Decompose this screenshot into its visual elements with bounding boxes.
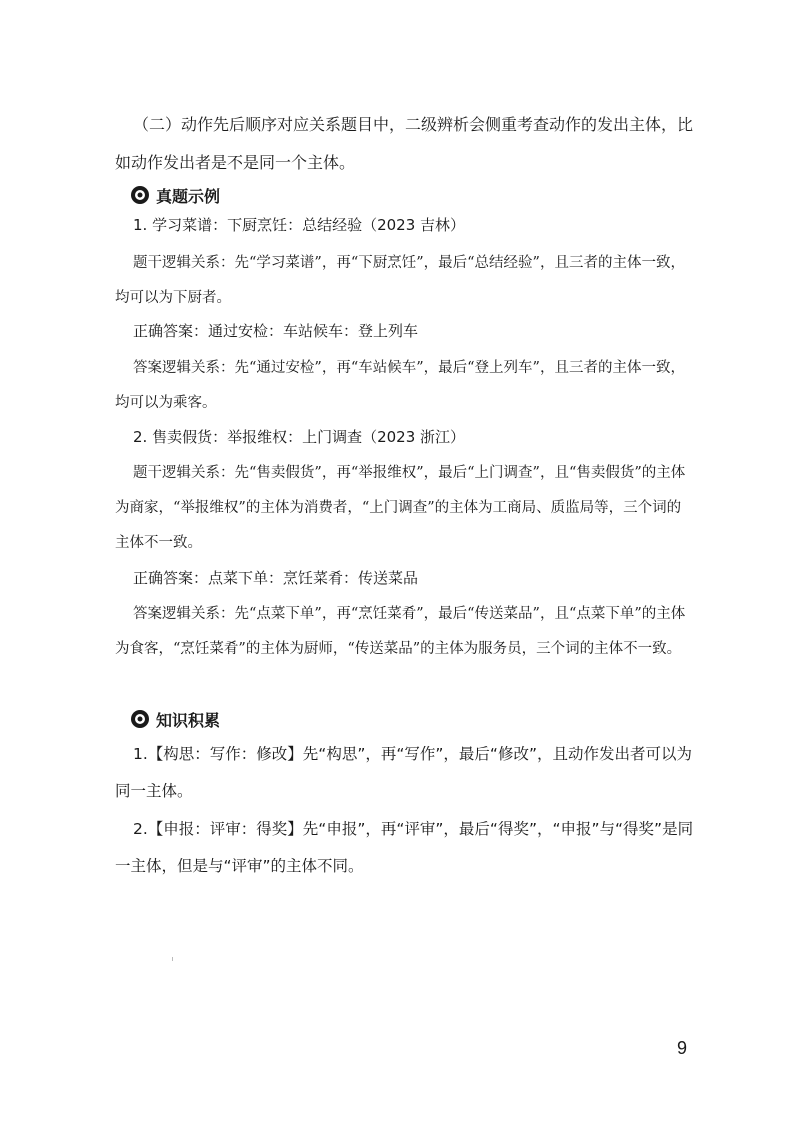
knowledge-item-1: 1.【构思：写作：修改】先“构思”，再“写作”，最后“修改”，且动作发出者可以为同一主体。 — [115, 745, 692, 800]
knowledge-item-2: 2.【申报：评审：得奖】先“申报”，再“评审”，最后“得奖”，“申报”与“得奖”是同一主体，但是与“评审”的主体不同。 — [115, 820, 694, 875]
example-answer-1: 正确答案：通过安检：车站候车：登上列车 — [133, 322, 419, 340]
section-heading-examples — [130, 182, 220, 208]
section-title: 真题示例 — [156, 186, 221, 206]
gear-badge-icon — [130, 185, 150, 205]
example-stem-logic-2: 题干逻辑关系：先“售卖假货”，再“举报维权”，最后“上门调查”，且“售卖假货”的主体为商家，“举报维权”的主体为消费者，“上门调查”的主体为工商局、质监局等，三个词的主体不一致。 — [115, 465, 686, 551]
example-answer-2: 正确答案：点菜下单：烹饪菜肴：传送菜品 — [133, 569, 419, 587]
scan-mark — [172, 957, 173, 961]
example-answer-logic-2: 答案逻辑关系：先“点菜下单”，再“烹饪菜肴”，最后“传送菜品”，且“点菜下单”的主体为食客，“烹饪菜肴”的主体为厨师，“传送菜品”的主体为服务员，三个词的主体不一致。 — [115, 606, 686, 657]
gear-badge-icon — [130, 709, 150, 729]
page-number: 9 — [677, 1038, 688, 1058]
example-question-2: 2. 售卖假货：举报维权：上门调查（2023 浙江） — [133, 428, 466, 446]
example-answer-logic-1: 答案逻辑关系：先“通过安检”，再“车站候车”，最后“登上列车”，且三者的主体一致，均可以为乘客。 — [115, 360, 685, 411]
example-question-1: 1. 学习菜谱：下厨烹饪：总结经验（2023 吉林） — [133, 216, 466, 234]
section-title: 知识积累 — [156, 710, 221, 730]
intro-paragraph: （二）动作先后顺序对应关系题目中，二级辨析会侧重考查动作的发出主体，比如动作发出者是不是同一个主体。 — [115, 115, 694, 172]
example-stem-logic-1: 题干逻辑关系：先“学习菜谱”，再“下厨烹饪”，最后“总结经验”，且三者的主体一致，均可以为下厨者。 — [115, 255, 685, 306]
section-heading-knowledge — [130, 706, 220, 732]
